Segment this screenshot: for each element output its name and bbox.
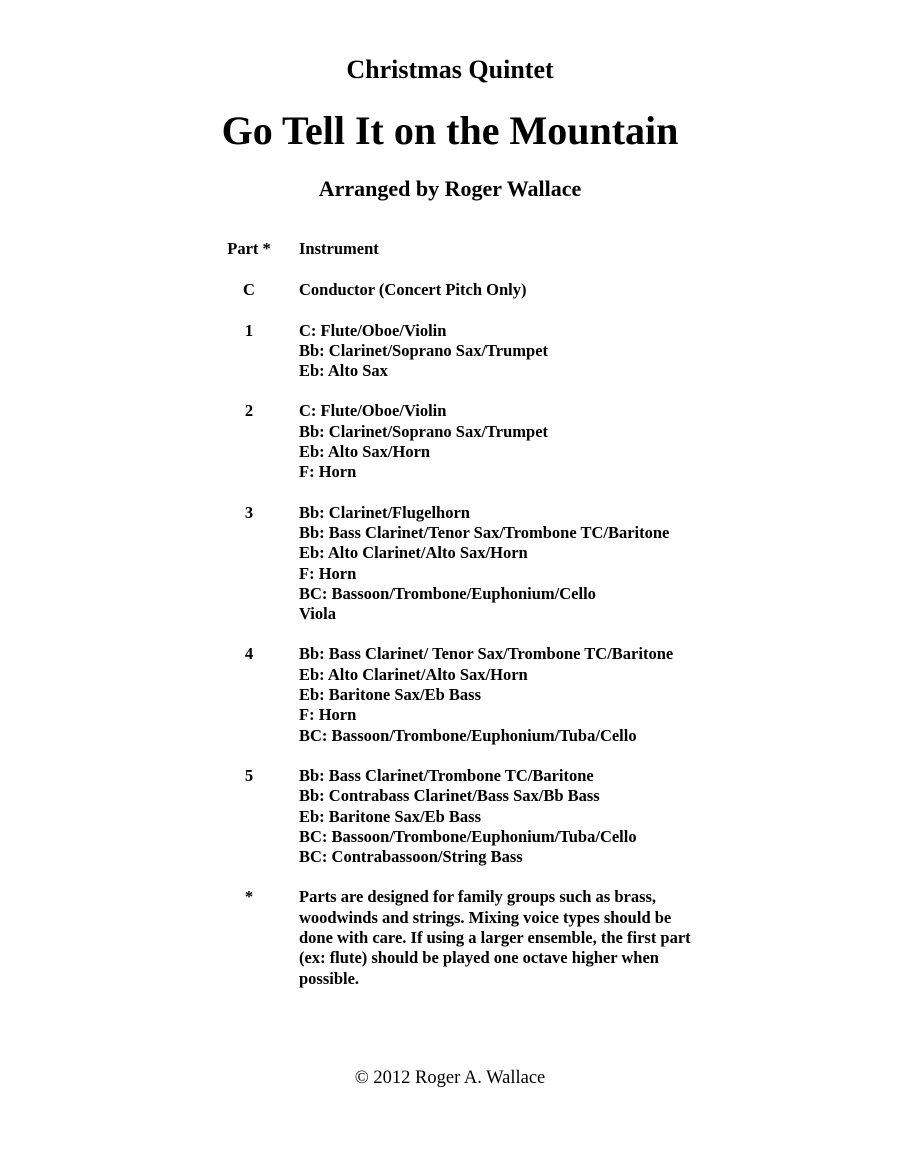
- instrument-line: F: Horn: [299, 462, 357, 482]
- footnote-line: (ex: flute) should be played one octave higher when: [299, 948, 659, 968]
- instrument-line: Bb: Contrabass Clarinet/Bass Sax/Bb Bass: [299, 786, 600, 806]
- part-number: 2: [244, 401, 254, 421]
- page-title: Go Tell It on the Mountain: [221, 108, 679, 153]
- instrument-line: Bb: Bass Clarinet/Tenor Sax/Trombone TC/Baritone: [299, 522, 670, 542]
- instrument-line: C: Flute/Oboe/Violin: [299, 401, 447, 421]
- part-row-1: [0, 321, 900, 382]
- instrument-line: Viola: [299, 604, 336, 624]
- footnote-marker: *: [244, 887, 254, 907]
- instrument-line: Bb: Bass Clarinet/ Tenor Sax/Trombone TC/Baritone: [299, 644, 674, 664]
- footnote-line: possible.: [299, 968, 360, 988]
- part-number: 3: [244, 502, 254, 522]
- footnote: [0, 887, 900, 988]
- part-number: 5: [244, 765, 254, 785]
- instrument-line: BC: Bassoon/Trombone/Euphonium/Tuba/Cello: [299, 826, 637, 846]
- part-row-3: [0, 503, 900, 625]
- footnote-line: Parts are designed for family groups such as brass,: [299, 887, 657, 907]
- instrument-line: BC: Contrabassoon/String Bass: [299, 847, 523, 867]
- part-row-2: [0, 401, 900, 482]
- instrument-column-header: Instrument: [299, 239, 379, 258]
- instrument-line: F: Horn: [299, 563, 357, 583]
- part-row-4: [0, 644, 900, 745]
- subtitle: Christmas Quintet: [346, 55, 554, 84]
- instrument-line: F: Horn: [299, 705, 357, 725]
- instrument-line: Conductor (Concert Pitch Only): [299, 280, 527, 300]
- instrument-line: Eb: Alto Sax: [299, 361, 388, 381]
- instrument-line: Bb: Clarinet/Soprano Sax/Trumpet: [299, 340, 549, 360]
- instrument-line: BC: Bassoon/Trombone/Euphonium/Tuba/Cello: [299, 725, 637, 745]
- copyright-notice: © 2012 Roger A. Wallace: [354, 1068, 546, 1088]
- instrument-line: Bb: Bass Clarinet/Trombone TC/Baritone: [299, 765, 594, 785]
- part-number: 1: [244, 320, 254, 340]
- instrument-line: Eb: Baritone Sax/Eb Bass: [299, 685, 481, 705]
- instrument-line: Eb: Baritone Sax/Eb Bass: [299, 806, 481, 826]
- instrument-line: BC: Bassoon/Trombone/Euphonium/Cello: [299, 583, 596, 603]
- part-number: C: [243, 280, 255, 300]
- instrument-line: Bb: Clarinet/Flugelhorn: [299, 502, 470, 522]
- instrument-line: C: Flute/Oboe/Violin: [299, 320, 447, 340]
- instrument-line: Bb: Clarinet/Soprano Sax/Trumpet: [299, 421, 549, 441]
- footnote-line: done with care. If using a larger ensemble, the first part: [299, 928, 691, 948]
- table-header: [0, 239, 900, 259]
- instrument-line: Eb: Alto Clarinet/Alto Sax/Horn: [299, 664, 528, 684]
- part-row-5: [0, 766, 900, 867]
- part-number: 4: [244, 644, 254, 664]
- parts-table: [0, 239, 900, 1009]
- instrument-line: Eb: Alto Clarinet/Alto Sax/Horn: [299, 543, 528, 563]
- arranger-credit: Arranged by Roger Wallace: [318, 176, 582, 201]
- footnote-line: woodwinds and strings. Mixing voice types should be: [299, 907, 672, 927]
- instrument-line: Eb: Alto Sax/Horn: [299, 442, 431, 462]
- part-row-conductor: [0, 280, 900, 300]
- part-column-header: Part *: [227, 239, 271, 258]
